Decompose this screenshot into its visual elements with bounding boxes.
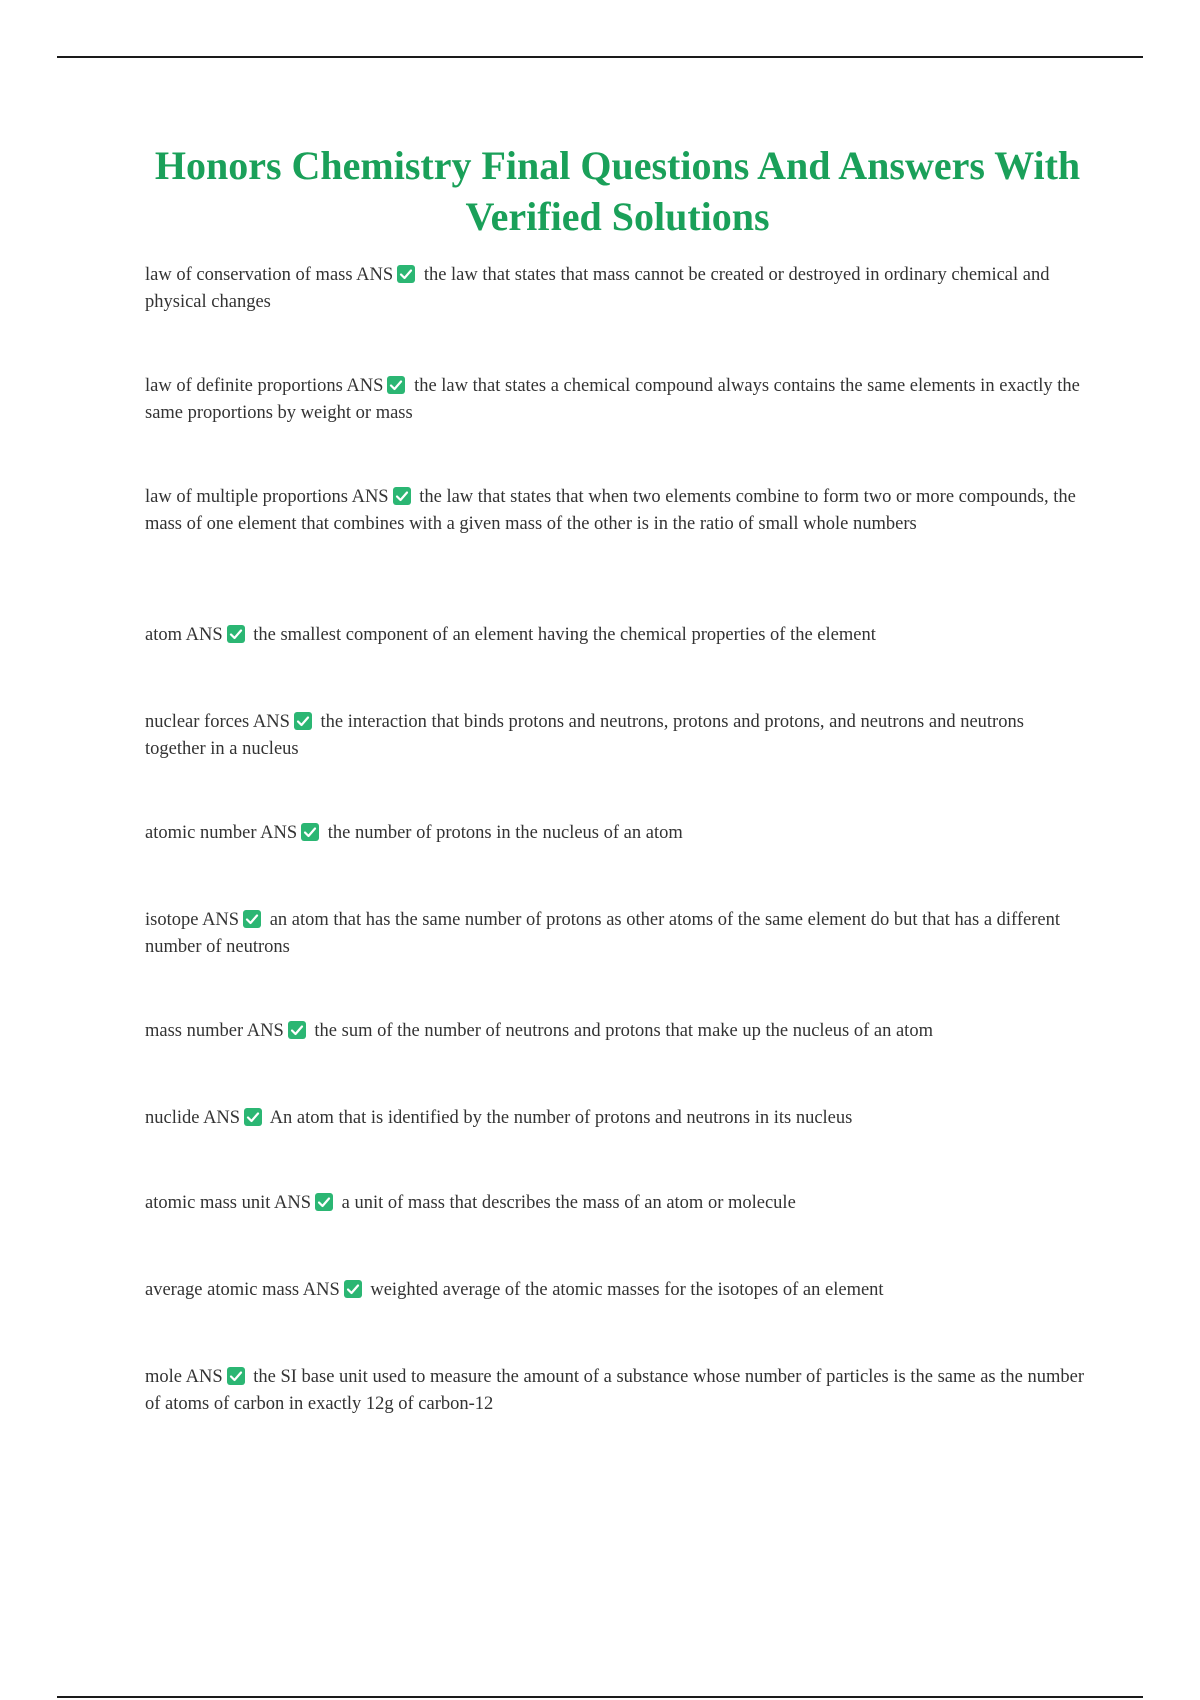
entry-definition: weighted average of the atomic masses for the isotopes of an element (370, 1280, 884, 1300)
check-icon (315, 1193, 333, 1211)
entry-term: law of conservation of mass (145, 265, 353, 285)
entry-isotope (145, 907, 1085, 960)
ans-label: ANS (246, 1021, 284, 1041)
entry-definition: the law that states that when two elements combine to form two or more compounds, the mass of one element that combines with a given mass of the other is in the ratio of small whole numbers (145, 487, 1076, 534)
check-icon (397, 265, 415, 283)
entry-definition: An atom that is identified by the number of protons and neutrons in its nucleus (269, 1108, 853, 1128)
check-icon (294, 712, 312, 730)
entry-definition: a unit of mass that describes the mass of an atom or molecule (341, 1193, 796, 1213)
entry-law-of-definite-proportions (145, 373, 1085, 426)
check-icon (227, 625, 245, 643)
entry-mole (145, 1364, 1085, 1417)
ans-label: ANS (302, 1280, 340, 1300)
entry-definition: the smallest component of an element having the chemical properties of the element (253, 625, 876, 645)
entry-definition: an atom that has the same number of protons as other atoms of the same element do but that has a different number of neutrons (145, 910, 1061, 957)
ans-label: ANS (252, 712, 290, 732)
entry-term: atomic number (145, 823, 257, 843)
entry-nuclide (145, 1105, 1085, 1132)
ans-label: ANS (203, 1108, 241, 1128)
check-icon (393, 487, 411, 505)
entry-definition: the number of protons in the nucleus of an atom (327, 823, 683, 843)
bottom-rule (57, 1696, 1143, 1698)
ans-label: ANS (273, 1193, 311, 1213)
entry-term: mass number (145, 1021, 244, 1041)
check-icon (344, 1280, 362, 1298)
ans-label: ANS (346, 376, 384, 396)
check-icon (301, 823, 319, 841)
check-icon (243, 910, 261, 928)
ans-label: ANS (351, 487, 389, 507)
entry-term: nuclide (145, 1108, 200, 1128)
entry-term: law of definite proportions (145, 376, 343, 396)
entry-term: nuclear forces (145, 712, 250, 732)
entry-definition: the law that states that mass cannot be created or destroyed in ordinary chemical and physical changes (145, 265, 1050, 312)
entry-definition: the law that states a chemical compound always contains the same elements in exactly the same proportions by weight or mass (145, 376, 1080, 423)
entry-atomic-number (145, 820, 1085, 847)
ans-label: ANS (202, 910, 240, 930)
entry-law-of-multiple-proportions (145, 484, 1085, 537)
entry-term: isotope (145, 910, 199, 930)
entry-term: atom (145, 625, 182, 645)
entry-atomic-mass-unit (145, 1190, 1085, 1217)
ans-label: ANS (356, 265, 394, 285)
check-icon (387, 376, 405, 394)
ans-label: ANS (260, 823, 298, 843)
entry-definition: the interaction that binds protons and neutrons, protons and protons, and neutrons and neutrons together in a nucleus (145, 712, 1024, 759)
entry-average-atomic-mass (145, 1277, 1085, 1304)
entry-atom (145, 622, 1085, 649)
entry-law-of-conservation-of-mass (145, 262, 1085, 315)
ans-label: ANS (185, 1367, 223, 1387)
check-icon (244, 1108, 262, 1126)
entry-definition: the sum of the number of neutrons and protons that make up the nucleus of an atom (314, 1021, 933, 1041)
ans-label: ANS (185, 625, 223, 645)
check-icon (288, 1021, 306, 1039)
entry-term: mole (145, 1367, 182, 1387)
entry-term: atomic mass unit (145, 1193, 271, 1213)
entry-mass-number (145, 1018, 1085, 1045)
top-rule (57, 56, 1143, 58)
entry-term: law of multiple proportions (145, 487, 348, 507)
check-icon (227, 1367, 245, 1385)
document-title: Honors Chemistry Final Questions And Answers With Verified Solutions (154, 143, 1081, 239)
entry-term: average atomic mass (145, 1280, 300, 1300)
entry-definition: the SI base unit used to measure the amount of a substance whose number of particles is the same as the number of atoms of carbon in exactly 12g of carbon-12 (145, 1367, 1084, 1414)
entry-nuclear-forces (145, 709, 1085, 762)
